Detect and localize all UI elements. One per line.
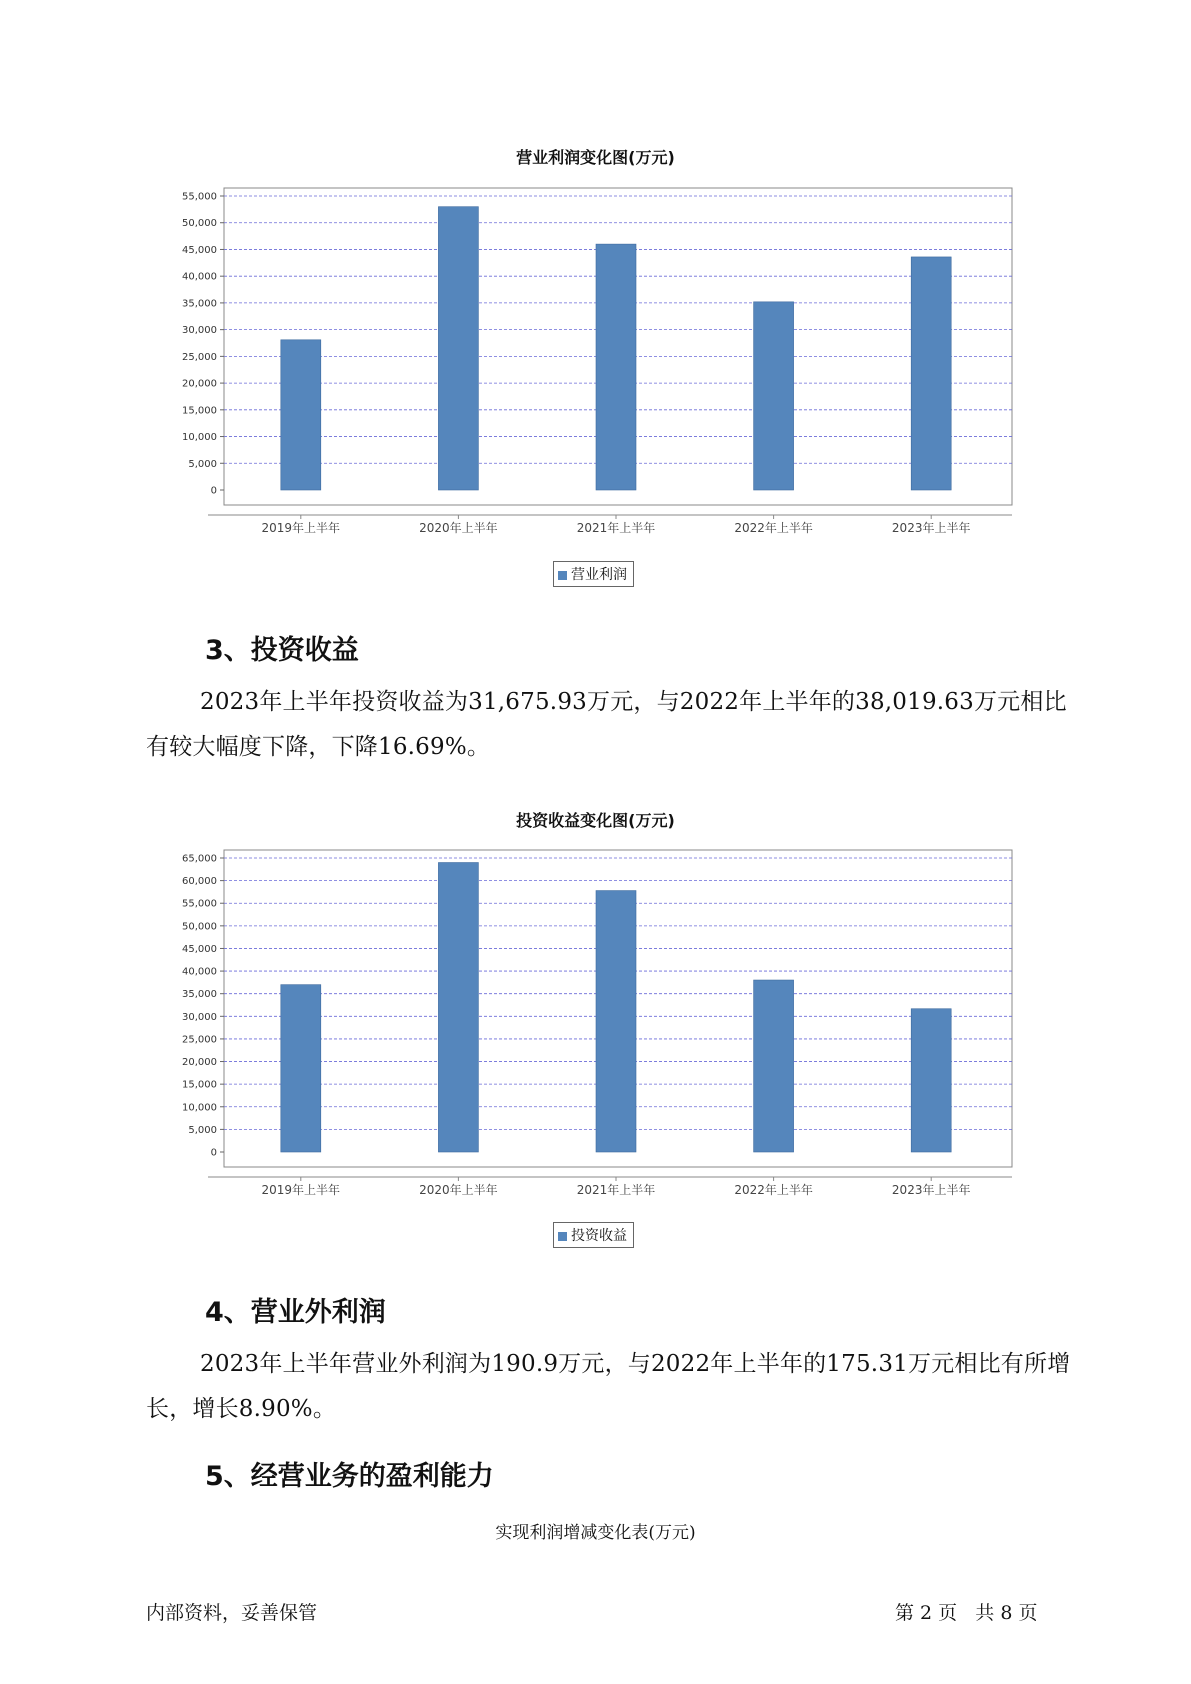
section-title-non-operating-profit: 4、营业外利润 — [205, 1297, 386, 1328]
x-tick-label: 2019年上半年 — [261, 1183, 341, 1197]
bar — [596, 891, 636, 1152]
y-tick-label: 5,000 — [188, 1124, 217, 1136]
x-tick-label: 2023年上半年 — [891, 1183, 971, 1197]
legend-label: 投资收益 — [571, 1228, 627, 1244]
section-title-investment-income: 3、投资收益 — [205, 635, 359, 666]
y-tick-label: 60,000 — [182, 876, 217, 888]
bar — [281, 340, 321, 490]
y-tick-label: 20,000 — [182, 1057, 217, 1069]
legend-swatch — [558, 571, 567, 580]
bar — [911, 1009, 951, 1152]
y-tick-label: 30,000 — [182, 325, 217, 337]
y-tick-label: 0 — [210, 485, 217, 497]
legend-swatch — [558, 1232, 567, 1241]
y-tick-label: 0 — [210, 1147, 217, 1159]
x-tick-label: 2022年上半年 — [734, 1183, 813, 1197]
y-tick-label: 30,000 — [182, 1011, 217, 1023]
bar — [281, 985, 321, 1152]
chart-operating-profit-plot — [150, 180, 1020, 550]
y-tick-label: 40,000 — [182, 966, 217, 978]
bar — [754, 302, 794, 490]
y-tick-label: 35,000 — [182, 989, 217, 1001]
chart-investment-income — [0, 808, 1191, 831]
x-tick-label: 2023年上半年 — [891, 521, 971, 535]
table-caption: 实现利润增减变化表(万元) — [495, 1523, 696, 1543]
y-tick-label: 5,000 — [188, 458, 217, 470]
paragraph-investment-income: 2023年上半年投资收益为31,675.93万元，与2022年上半年的38,019.63万元相比有较大幅度下降，下降16.69%。 — [146, 689, 1067, 760]
y-tick-label: 55,000 — [182, 191, 217, 203]
legend-label: 营业利润 — [571, 567, 627, 583]
y-tick-label: 50,000 — [182, 921, 217, 933]
y-tick-label: 20,000 — [182, 378, 217, 390]
chart-legend — [553, 1222, 634, 1248]
bar — [438, 863, 478, 1152]
y-tick-label: 15,000 — [182, 1079, 217, 1091]
y-tick-label: 45,000 — [182, 943, 217, 955]
footer-confidential: 内部资料，妥善保管 — [146, 1602, 318, 1624]
y-tick-label: 25,000 — [182, 351, 217, 363]
y-tick-label: 10,000 — [182, 432, 217, 444]
x-tick-label: 2020年上半年 — [419, 1183, 498, 1197]
x-tick-label: 2020年上半年 — [419, 521, 498, 535]
y-tick-label: 25,000 — [182, 1034, 217, 1046]
paragraph-non-operating-profit: 2023年上半年营业外利润为190.9万元，与2022年上半年的175.31万元相比有所增长，增长8.90%。 — [146, 1351, 1071, 1422]
bar — [438, 207, 478, 490]
section-title-profitability: 5、经营业务的盈利能力 — [205, 1461, 494, 1492]
y-tick-label: 50,000 — [182, 218, 217, 230]
y-tick-label: 15,000 — [182, 405, 217, 417]
y-tick-label: 45,000 — [182, 244, 217, 256]
y-tick-label: 10,000 — [182, 1102, 217, 1114]
chart-title: 营业利润变化图(万元) — [516, 148, 675, 167]
bar — [596, 244, 636, 490]
y-tick-label: 35,000 — [182, 298, 217, 310]
x-tick-label: 2022年上半年 — [734, 521, 813, 535]
bar — [754, 980, 794, 1152]
bar — [911, 257, 951, 490]
x-tick-label: 2019年上半年 — [261, 521, 341, 535]
y-tick-label: 55,000 — [182, 898, 217, 910]
x-tick-label: 2021年上半年 — [576, 521, 656, 535]
chart-operating-profit — [0, 145, 1191, 168]
chart-title: 投资收益变化图(万元) — [516, 811, 675, 830]
chart-investment-income-plot — [150, 842, 1020, 1212]
y-tick-label: 65,000 — [182, 853, 217, 865]
y-tick-label: 40,000 — [182, 271, 217, 283]
x-tick-label: 2021年上半年 — [576, 1183, 656, 1197]
chart-legend — [553, 561, 634, 587]
footer-page-number: 第 2 页 共 8 页 — [895, 1602, 1038, 1624]
